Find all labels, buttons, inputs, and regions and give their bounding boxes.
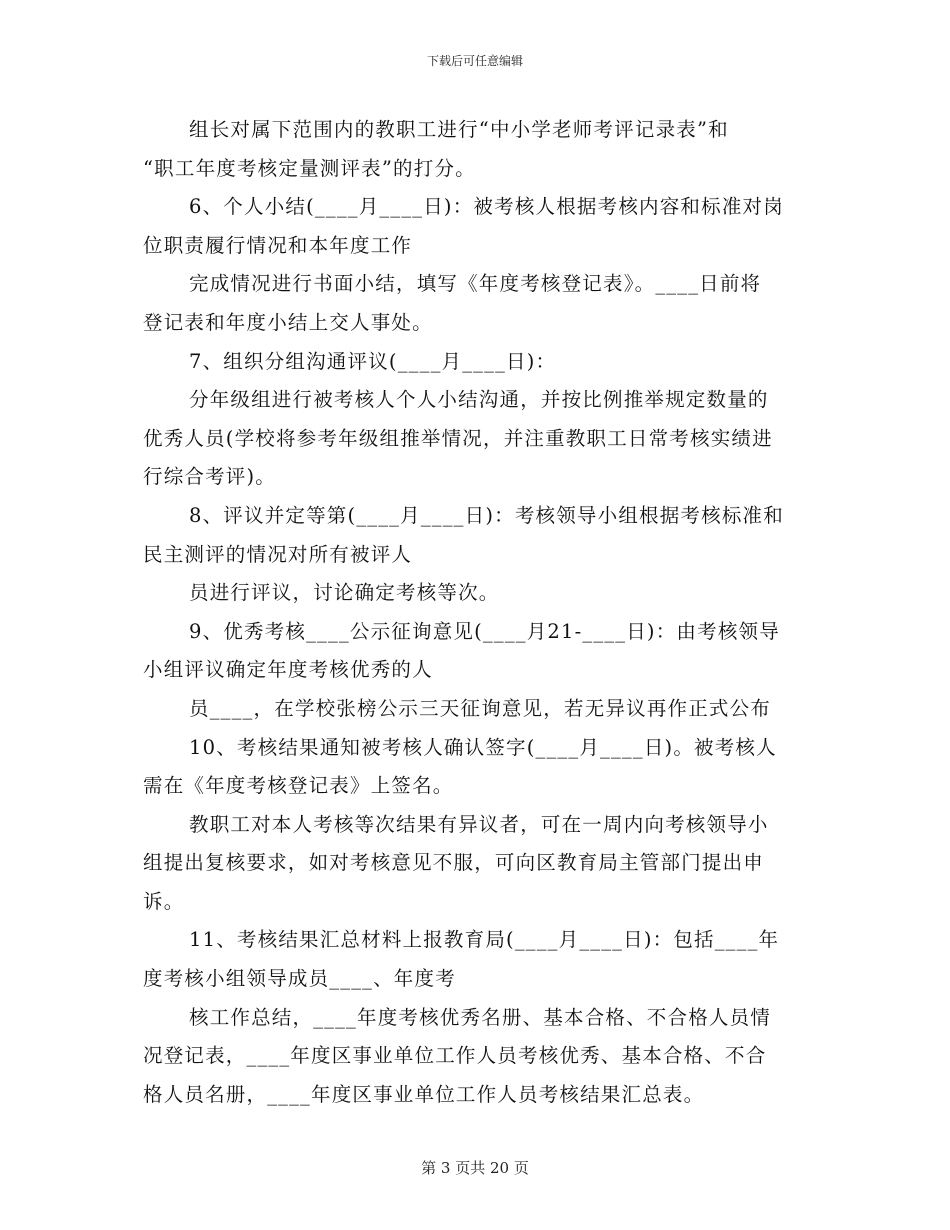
text-line: 核工作总结，____年度考核优秀名册、基本合格、不合格人员情 [189,1005,772,1029]
text-line: 行综合考评)。 [143,465,277,489]
text-line: 登记表和年度小结上交人事处。 [143,310,433,334]
text-line: 7、组织分组沟通评议(____月____日)： [189,349,557,373]
text-line: 需在《年度考核登记表》上签名。 [143,774,454,798]
text-line: 民主测评的情况对所有被评人 [143,542,413,566]
text-line: 9、优秀考核____公示征询意见(____月21-____日)：由考核领导 [189,619,780,643]
text-line: 优秀人员(学校将参考年级组推举情况，并注重教职工日常考核实绩进 [143,426,773,450]
text-line: 位职责履行情况和本年度工作 [143,233,413,257]
text-line: 完成情况进行书面小结，填写《年度考核登记表》。____日前将 [189,272,762,296]
text-line: “职工年度考核定量测评表”的打分。 [143,156,476,180]
text-line: 11、考核结果汇总材料上报教育局(____月____日)：包括____年 [189,928,780,952]
text-line: 分年级组进行被考核人个人小结沟通，并按比例推举规定数量的 [189,388,769,412]
text-line: 组提出复核要求，如对考核意见不服，可向区教育局主管部门提出申 [143,851,765,875]
page-footer: 第 3 页共 20 页 [421,1159,529,1177]
text-line: 员____，在学校张榜公示三天征询意见，若无异议再作正式公布 [189,696,772,720]
document-body [143,111,808,1114]
page-header: 下载后可任意编辑 [426,54,523,68]
text-line: 格人员名册，____年度区事业单位工作人员考核结果汇总表。 [143,1082,705,1106]
text-line: 教职工对本人考核等次结果有异议者，可在一周内向考核领导小 [189,812,769,836]
text-line: 小组评议确定年度考核优秀的人 [143,658,433,682]
text-line: 6、个人小结(____月____日)：被考核人根据考核内容和标准对岗 [189,195,784,219]
text-line: 组长对属下范围内的教职工进行“中小学老师考评记录表”和 [189,118,729,141]
text-line: 10、考核结果通知被考核人确认签字(____月____日)。被考核人 [189,735,777,759]
text-line: 员进行评议，讨论确定考核等次。 [189,581,500,605]
text-line: 诉。 [143,889,185,913]
text-line: 8、评议并定等第(____月____日)：考核领导小组根据考核标准和 [189,503,784,527]
text-line: 况登记表，____年度区事业单位工作人员考核优秀、基本合格、不合 [143,1044,767,1068]
text-line: 度考核小组领导成员____、年度考 [143,967,456,991]
